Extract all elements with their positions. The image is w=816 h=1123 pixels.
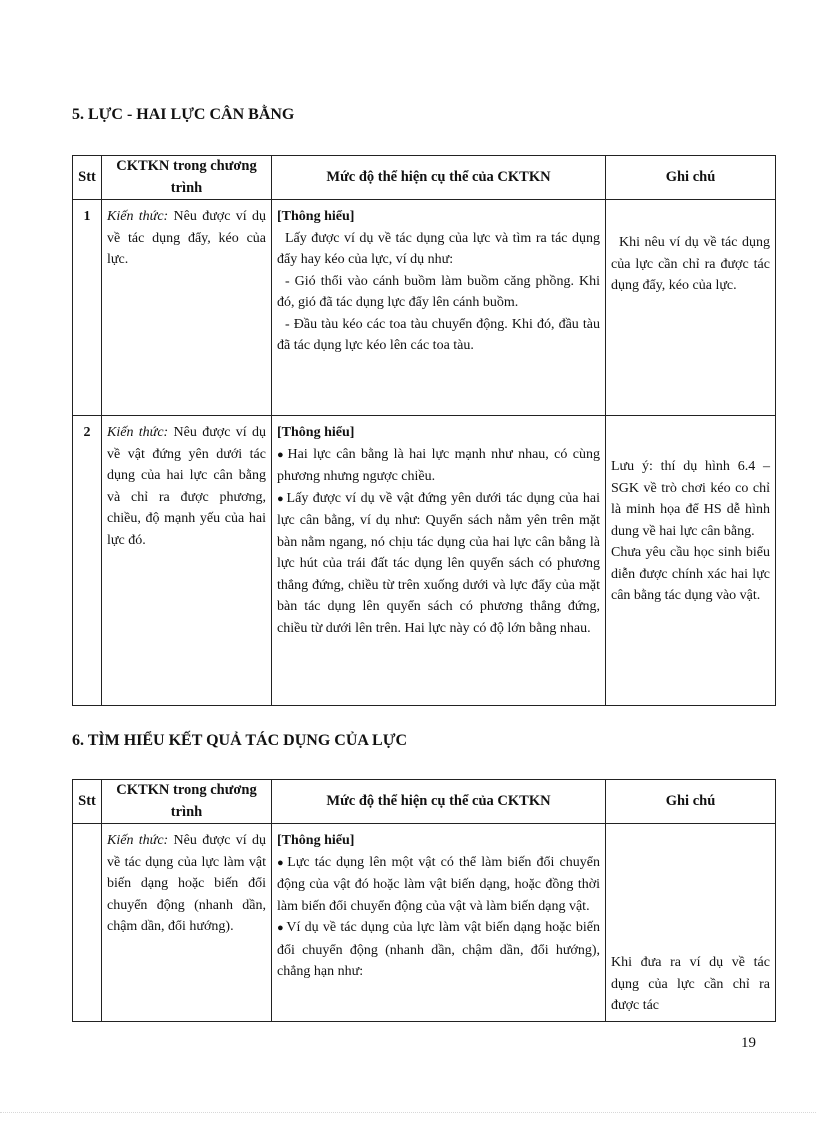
table-row [73, 416, 776, 706]
page-bottom-divider [0, 1112, 816, 1113]
row-cktkn [102, 416, 272, 706]
page-number: 19 [741, 1035, 756, 1051]
level-label: [Thông hiểu] [277, 425, 355, 440]
header-ghi-chu: Ghi chú [606, 156, 776, 200]
table-row [73, 200, 776, 416]
header-muc-do: Mức độ thể hiện cụ thể của CKTKN [272, 156, 606, 200]
header-cktkn: CKTKN trong chương trình [102, 156, 272, 200]
knowledge-text: Nêu được ví dụ về tác dụng đẩy, kéo của lực. [107, 209, 267, 267]
bullet-icon: ● [277, 448, 286, 461]
bullet-item: ● Ví dụ về tác dụng của lực làm vật biến dạng hoặc biến đổi chuyển động (nhanh dần, chậm dần, đổi hướng), chẳng hạn như: [277, 920, 600, 979]
row-muc-do [272, 200, 606, 416]
row-ghi-chu [606, 824, 776, 1022]
section-5-table [72, 155, 776, 706]
note-text: Khi nêu ví dụ về tác dụng của lực cần chỉ ra được tác dụng đẩy, kéo của lực. [611, 235, 770, 293]
detail-paragraph: Lấy được ví dụ về tác dụng của lực và tìm ra tác dụng đẩy hay kéo của lực, ví dụ như: [277, 230, 600, 267]
header-cktkn: CKTKN trong chương trình [102, 780, 272, 824]
header-stt: Stt [73, 156, 102, 200]
knowledge-label: Kiến thức: [107, 833, 169, 848]
level-label: [Thông hiểu] [277, 209, 355, 224]
section-6-table [72, 779, 776, 1022]
header-muc-do: Mức độ thể hiện cụ thể của CKTKN [272, 780, 606, 824]
row-ghi-chu [606, 416, 776, 706]
section-6-title: 6. TÌM HIỂU KẾT QUẢ TÁC DỤNG CỦA LỰC [72, 732, 408, 749]
row-stt: 1 [73, 200, 102, 416]
row-cktkn [102, 200, 272, 416]
note-text: Khi đưa ra ví dụ về tác dụng của lực cần chỉ ra được tác [611, 955, 770, 1013]
knowledge-text: Nêu được ví dụ về vật đứng yên dưới tác dụng của hai lực cân bằng và chỉ ra được phương, chiều, độ mạnh yếu của hai lực đó. [107, 425, 267, 548]
knowledge-label: Kiến thức: [107, 425, 169, 440]
bullet-item: ● Lấy được ví dụ về vật đứng yên dưới tác dụng của hai lực cân bằng, ví dụ như: Quyển sách nằm yên trên mặt bàn nằm ngang, nó chịu tác dụng của hai lực cân bằng là lực hút của trái đất tác dụng lên quyển sách có phương thẳng đứng, chiều từ trên xuống dưới và lực đẩy của mặt bàn tác dụng lên quyển sách có phương thẳng đứng, chiều từ dưới lên trên. Hai lực này có độ lớn bằng nhau. [277, 490, 600, 636]
bullet-icon: ● [277, 856, 286, 869]
row-stt [73, 824, 102, 1022]
table-row [73, 824, 776, 1022]
note-text: Lưu ý: thí dụ hình 6.4 –SGK về trò chơi kéo co chỉ là minh họa để HS dễ hình dung về hai lực cân bằng. [611, 459, 770, 539]
table-header-row [73, 780, 776, 824]
header-ghi-chu: Ghi chú [606, 780, 776, 824]
row-ghi-chu [606, 200, 776, 416]
table-header-row [73, 156, 776, 200]
row-muc-do [272, 824, 606, 1022]
row-stt: 2 [73, 416, 102, 706]
header-stt: Stt [73, 780, 102, 824]
bullet-item: ● Hai lực cân bằng là hai lực mạnh như nhau, có cùng phương nhưng ngược chiều. [277, 446, 600, 484]
bullet-icon: ● [277, 492, 285, 505]
row-cktkn [102, 824, 272, 1022]
bullet-icon: ● [277, 922, 285, 934]
knowledge-label: Kiến thức: [107, 209, 169, 224]
knowledge-text: Nêu được ví dụ về tác dụng của lực làm vật biến dạng hoặc biến đổi chuyển động (nhanh dần, chậm dần, đổi hướng). [107, 833, 267, 934]
row-muc-do [272, 416, 606, 706]
section-5-title: 5. LỰC - HAI LỰC CÂN BẰNG [72, 106, 295, 123]
note-text: Chưa yêu cầu học sinh biểu diễn được chính xác hai lực cân bằng tác dụng vào vật. [611, 545, 770, 603]
bullet-item: ● Lực tác dụng lên một vật có thể làm biến đổi chuyển động của vật đó hoặc làm vật biến dạng, hoặc đồng thời làm biến đổi chuyển động của vật và làm biến dạng vật. [277, 854, 600, 914]
level-label: [Thông hiểu] [277, 833, 355, 848]
detail-paragraph: - Gió thổi vào cánh buồm làm buồm căng phồng. Khi đó, gió đã tác dụng lực đẩy lên cánh buồm. [277, 273, 600, 310]
detail-paragraph: - Đầu tàu kéo các toa tàu chuyển động. Khi đó, đầu tàu đã tác dụng lực kéo lên các toa tàu. [277, 316, 600, 353]
